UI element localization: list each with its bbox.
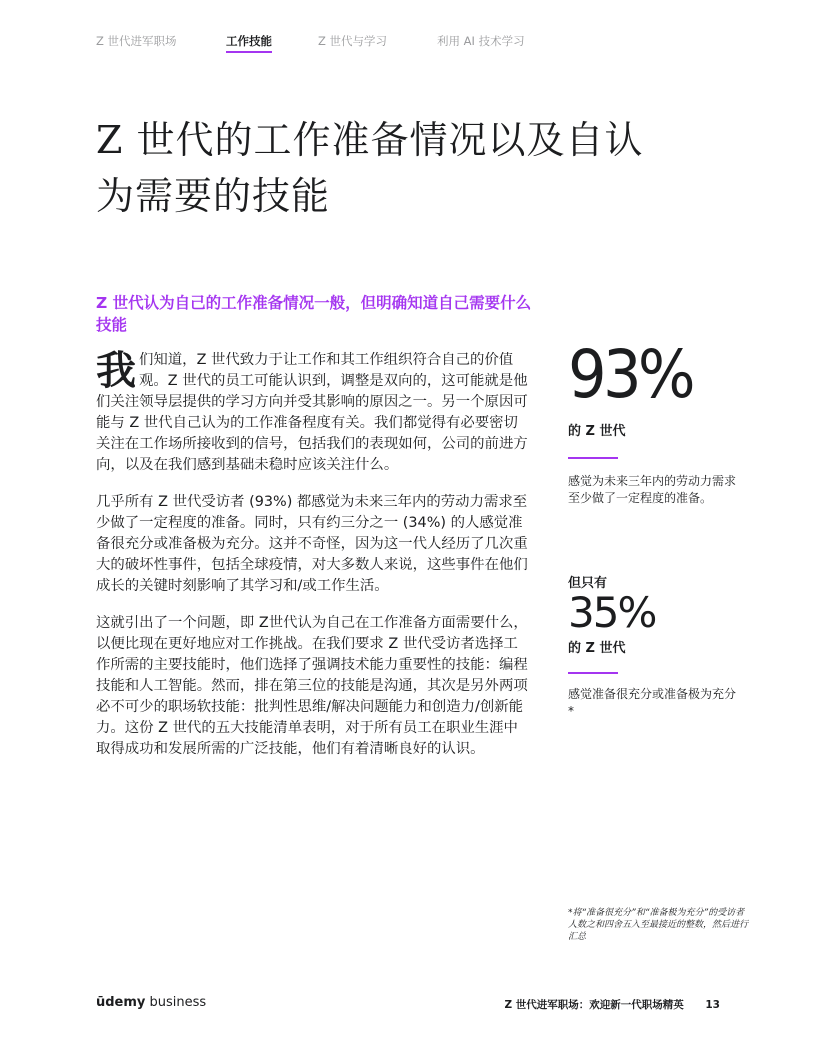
paragraph-3: 这就引出了一个问题，即 Z世代认为自己在工作准备方面需要什么，以便比现在更好地应对工作挑战。在我们要求 Z 世代受访者选择工作所需的主要技能时，他们选择了强调技术能力重要性的技能：编程技能和人工智能。然而，排在第三位的技能是沟通，其次是另外两项必不可少的职场软技能：批判性思维/解决问题能力和创造力/创新能力。这份 Z 世代的五大技能清单表明，对于所有员工在职业生涯中取得成功和发展所需的广泛技能，他们有着清晰良好的认识。	[96, 615, 528, 757]
logo-text: business	[149, 995, 207, 1010]
nav-tab-gen-z-learning[interactable]: Z 世代与学习	[318, 34, 388, 48]
stat-35-value: 35%	[568, 588, 656, 637]
nav-tab-gen-z-workplace[interactable]: Z 世代进军职场	[96, 34, 177, 48]
stat-93-label: 的 Z 世代	[568, 424, 626, 439]
paragraph-2: 几乎所有 Z 世代受访者 (93%) 都感觉为未来三年内的劳动力需求至少做了一定程度的准备。同时，只有约三分之一 (34%) 的人感觉准备很充分或准备极为充分。这并不奇怪，因为这一代人经历了几次重大的破坏性事件，包括全球疫情，对大多数人来说，这些事件在他们成长的关键时刻影响了其学习和/或工作生活。	[96, 494, 528, 594]
stat-35-label: 的 Z 世代	[568, 641, 626, 656]
stat-93-block	[568, 336, 748, 507]
stat-35-description: 感觉准备很充分或准备极为充分*	[568, 687, 737, 718]
udemy-business-logo	[96, 995, 206, 1010]
page-footer	[504, 997, 720, 1012]
stat-93-value: 93%	[568, 336, 692, 413]
paragraph-1	[96, 347, 528, 476]
footnote: *将“准备很充分”和“准备极为充分”的受访者人数之和四舍五入至最接近的整数，然后进行汇总	[568, 908, 749, 942]
page-number: 13	[705, 999, 720, 1011]
logo-mark: ūdemy	[96, 995, 146, 1010]
section-subtitle: Z 世代认为自己的工作准备情况一般，但明确知道自己需要什么技能	[96, 294, 532, 334]
body-text	[96, 347, 528, 776]
stat-35-divider	[568, 672, 618, 674]
paragraph-1-text: 们知道，Z 世代致力于让工作和其工作组织符合自己的价值观。Z 世代的员工可能认识到，调整是双向的，这可能就是他们关注领导层提供的学习方向并受其影响的原因之一。另一个原因可能与 Z 世代自己认为的工作准备程度有关。我们都觉得有必要密切关注在工作场所接收到的信号，包括我们的表现如何，公司的前进方向，以及在我们感到基础未稳时应该关注什么。	[96, 352, 528, 473]
stat-35-block	[568, 572, 748, 720]
nav-tab-ai-learning[interactable]: 利用 AI 技术学习	[437, 34, 525, 48]
stat-35-prefix: 但只有	[568, 576, 608, 591]
drop-cap: 我	[96, 347, 136, 394]
stat-93-description: 感觉为未来三年内的劳动力需求至少做了一定程度的准备。	[568, 474, 737, 505]
footer-doc-title: Z 世代进军职场：欢迎新一代职场精英	[504, 999, 684, 1011]
nav-tab-work-skills[interactable]: 工作技能	[226, 34, 272, 48]
stat-93-divider	[568, 457, 618, 459]
page-title: Z 世代的工作准备情况以及自认为需要的技能	[96, 118, 644, 218]
